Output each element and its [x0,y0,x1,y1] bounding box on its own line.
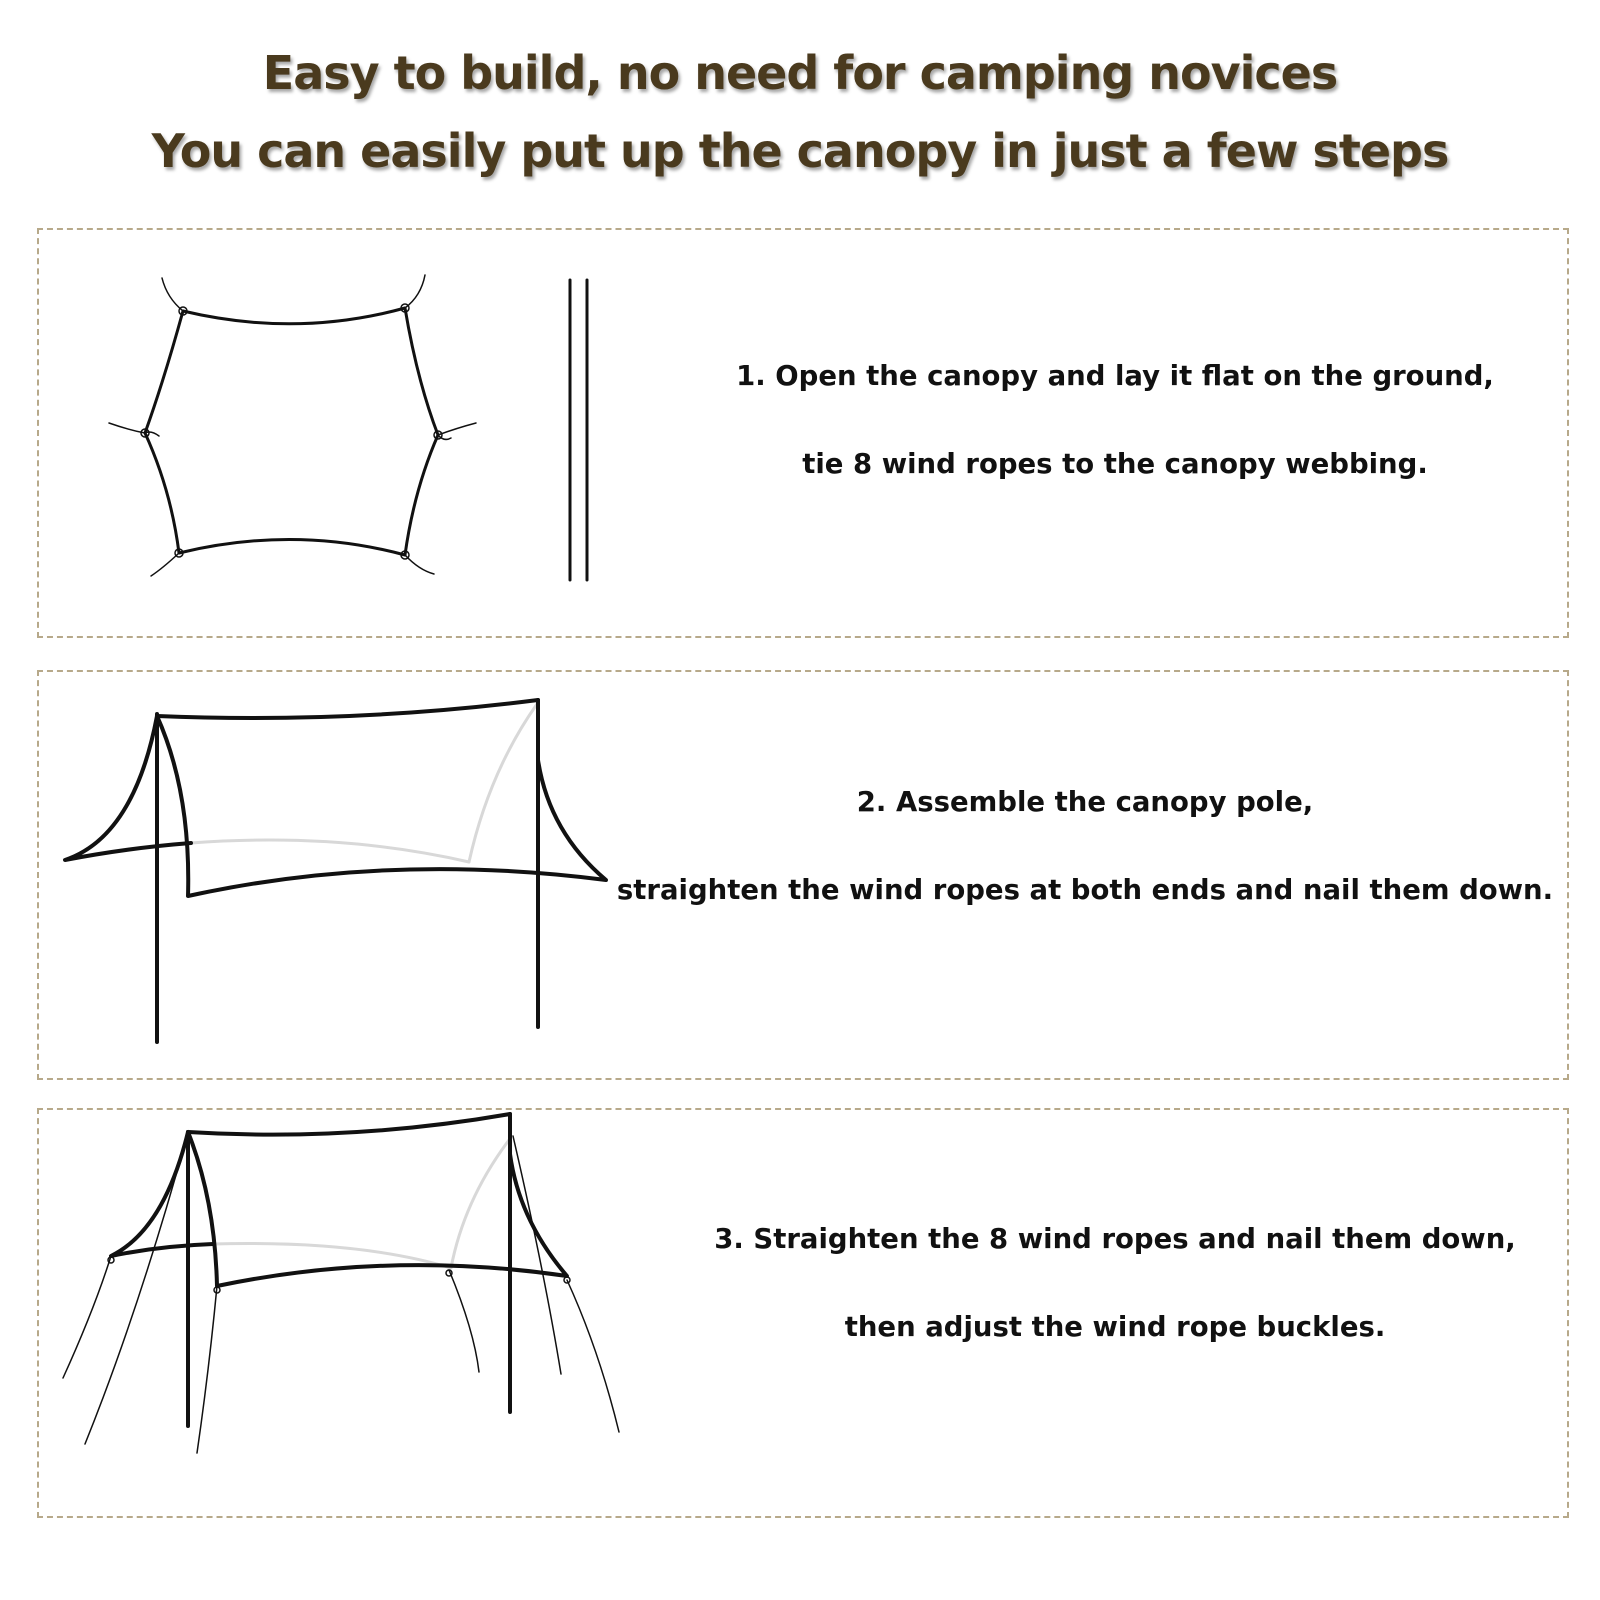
step-3-panel [37,1108,1569,1518]
step-1-text-line-2: tie 8 wind ropes to the canopy webbing. [802,448,1428,480]
step-2-text-line-2: straighten the wind ropes at both ends and nail them down. [616,874,1554,906]
headline-line-1: Easy to build, no need for camping novices [262,46,1338,100]
step-3-text-line-2: then adjust the wind rope buckles. [844,1311,1386,1343]
headline-line-2: You can easily put up the canopy in just a few steps [151,124,1449,178]
step-3-text-line-1: 3. Straighten the 8 wind ropes and nail them down, [714,1223,1516,1255]
canopy-with-poles-illustration [39,672,659,1078]
step-1-text-line-1: 1. Open the canopy and lay it flat on the ground, [736,360,1494,392]
step-1-panel [37,228,1569,638]
pitched-canopy-illustration [39,1110,659,1516]
step-2-panel [37,670,1569,1080]
step-2-text-line-1: 2. Assemble the canopy pole, [856,786,1314,818]
flat-canopy-illustration [39,230,659,636]
